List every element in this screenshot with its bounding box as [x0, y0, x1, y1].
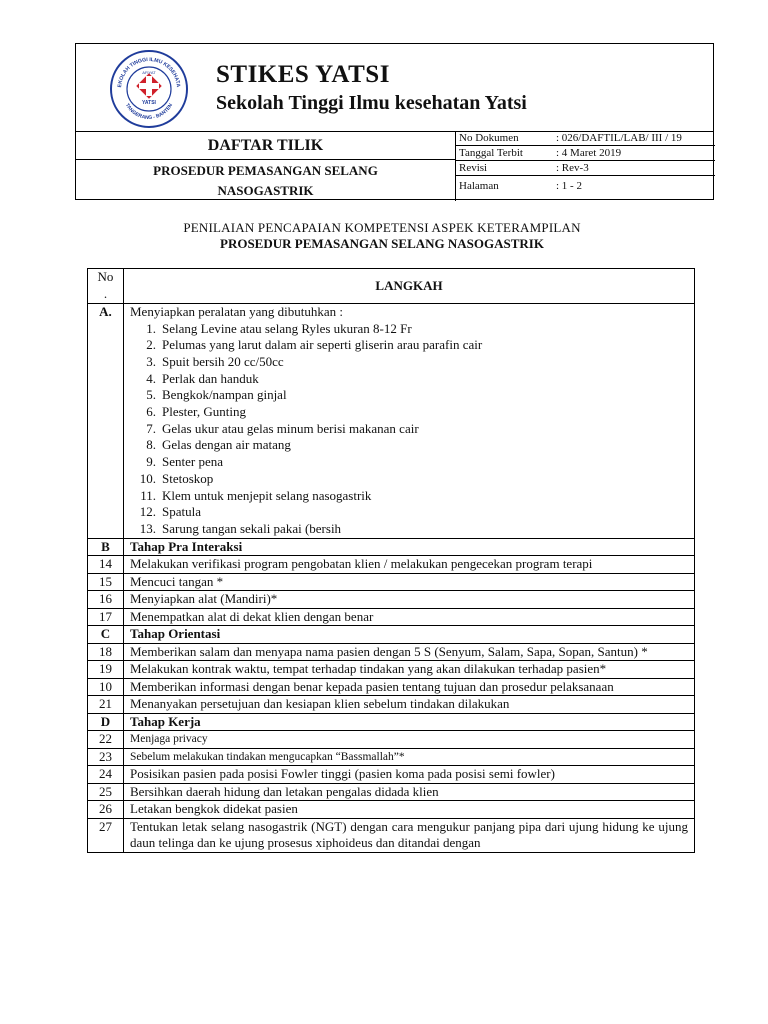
checklist-rows — [88, 538, 695, 852]
row-step: Menempatkan alat di dekat klien dengan benar — [124, 608, 695, 626]
row-number: B — [88, 538, 124, 556]
list-item — [130, 387, 688, 404]
row-number: D — [88, 713, 124, 731]
row-step: Melakukan kontrak waktu, tempat terhadap tindakan yang akan dilakukan terhadap pasien* — [124, 661, 695, 679]
list-item-number: 5. — [146, 387, 156, 403]
procedure-title-line2: NASOGASTRIK — [217, 183, 314, 198]
row-number: C — [88, 626, 124, 644]
table-row — [88, 556, 695, 574]
meta-value: : 4 Maret 2019 — [556, 147, 622, 159]
table-section-row — [88, 538, 695, 556]
document-header — [75, 43, 714, 200]
table-section-row — [88, 626, 695, 644]
row-number: 24 — [88, 766, 124, 784]
table-row — [88, 748, 695, 766]
meta-row-issue-date — [455, 146, 715, 161]
svg-text:SEKOLAH TINGGI ILMU KESEHATAN: EKOLAH TINGGI ILMU KESEHATA — [117, 56, 181, 88]
table-row — [88, 731, 695, 749]
list-item — [130, 404, 688, 421]
list-item-text: Sarung tangan sekali pakai (bersih — [162, 520, 342, 536]
table-section-row — [88, 713, 695, 731]
list-item-number: 1. — [146, 320, 156, 336]
svg-text:AFIYAT: AFIYAT — [142, 70, 156, 75]
row-number: 22 — [88, 731, 124, 749]
list-item-number: 2. — [146, 337, 156, 353]
list-item — [130, 488, 688, 505]
meta-value: : Rev-3 — [556, 162, 589, 174]
meta-key: No Dokumen — [459, 132, 519, 144]
meta-row-doc-number — [455, 131, 715, 146]
row-step — [124, 304, 695, 539]
row-number: 23 — [88, 748, 124, 766]
column-header-no: No . — [88, 269, 124, 304]
list-item — [130, 371, 688, 388]
list-item — [130, 454, 688, 471]
list-item-number: 3. — [146, 353, 156, 369]
list-item-text: Gelas ukur atau gelas minum berisi makanan cair — [162, 420, 419, 436]
list-item — [130, 504, 688, 521]
row-step: Memberikan informasi dengan benar kepada pasien tentang tujuan dan prosedur pelaksanaan — [124, 678, 695, 696]
row-number: A. — [88, 304, 124, 539]
row-step: Sebelum melakukan tindakan mengucapkan “Bassmallah”* — [124, 748, 695, 766]
divider — [76, 159, 455, 160]
list-item-number: 8. — [146, 437, 156, 453]
list-item-number: 11. — [140, 487, 156, 503]
list-item-text: Selang Levine atau selang Ryles ukuran 8-12 Fr — [162, 320, 412, 336]
table-row — [88, 661, 695, 679]
table-row — [88, 783, 695, 801]
list-item-number: 13. — [139, 520, 156, 536]
list-item-text: Perlak dan handuk — [162, 370, 259, 386]
table-row-section-a — [88, 304, 695, 539]
table-row — [88, 591, 695, 609]
procedure-heading: PROSEDUR PEMASANGAN SELANG NASOGASTRIK — [220, 236, 544, 251]
row-step: Tentukan letak selang nasogastrik (NGT) dengan cara mengukur panjang pipa dari ujung hidung ke ujung daun telinga dan ke ujung prosesus xiphoideus dan ditandai dengan — [124, 818, 695, 852]
list-item-number: 6. — [146, 404, 156, 420]
list-item — [130, 521, 688, 538]
table-row — [88, 766, 695, 784]
row-step: Tahap Pra Interaksi — [124, 538, 695, 556]
table-row — [88, 696, 695, 714]
row-step: Menyiapkan alat (Mandiri)* — [124, 591, 695, 609]
table-row — [88, 678, 695, 696]
row-step: Mencuci tangan * — [124, 573, 695, 591]
list-item-number: 4. — [146, 370, 156, 386]
school-name: STIKES YATSI — [216, 61, 390, 88]
header-top — [76, 44, 713, 132]
row-number: 15 — [88, 573, 124, 591]
row-step: Menjaga privacy — [124, 731, 695, 749]
list-item-number: 9. — [146, 454, 156, 470]
row-number: 14 — [88, 556, 124, 574]
list-item-number: 10. — [139, 470, 156, 486]
school-full-name: Sekolah Tinggi Ilmu kesehatan Yatsi — [216, 92, 527, 114]
row-step: Menanyakan persetujuan dan kesiapan klien sebelum tindakan dilakukan — [124, 696, 695, 714]
doc-type-title: DAFTAR TILIK — [207, 137, 324, 154]
list-item-text: Senter pena — [162, 454, 224, 470]
list-item — [130, 337, 688, 354]
row-number: 16 — [88, 591, 124, 609]
procedure-title-line1: PROSEDUR PEMASANGAN SELANG — [153, 163, 378, 178]
list-item-text: Bengkok/nampan ginjal — [162, 387, 287, 403]
list-item-number: 12. — [139, 504, 156, 520]
list-item-text: Spuit bersih 20 cc/50cc — [162, 353, 284, 369]
row-number: 25 — [88, 783, 124, 801]
row-number: 27 — [88, 818, 124, 852]
row-step: Letakan bengkok didekat pasien — [124, 801, 695, 819]
meta-key: Halaman — [459, 180, 499, 192]
list-item — [130, 437, 688, 454]
meta-key: Revisi — [459, 162, 488, 174]
equipment-list — [130, 321, 688, 538]
meta-row-page — [455, 176, 715, 196]
meta-value: : 1 - 2 — [556, 180, 582, 192]
checklist-table — [87, 268, 695, 853]
row-step: Bersihkan daerah hidung dan letakan pengalas didada klien — [124, 783, 695, 801]
table-header-row — [88, 269, 695, 304]
column-header-step: LANGKAH — [124, 269, 695, 304]
list-item — [130, 421, 688, 438]
table-row — [88, 818, 695, 852]
svg-text:YATSI: YATSI — [142, 100, 156, 106]
row-step: Tahap Orientasi — [124, 626, 695, 644]
table-row — [88, 608, 695, 626]
row-number: 17 — [88, 608, 124, 626]
list-item-text: Stetoskop — [162, 470, 214, 486]
meta-key: Tanggal Terbit — [459, 147, 523, 159]
svg-text:TANGERANG - BANTEN: TANGERANG - BANTEN — [123, 102, 175, 122]
row-number: 26 — [88, 801, 124, 819]
row-number: 19 — [88, 661, 124, 679]
meta-value: : 026/DAFTIL/LAB/ III / 19 — [556, 132, 682, 144]
row-step: Tahap Kerja — [124, 713, 695, 731]
list-item — [130, 321, 688, 338]
list-item-text: Plester, Gunting — [162, 404, 246, 420]
table-row — [88, 643, 695, 661]
list-item-text: Klem untuk menjepit selang nasogastrik — [162, 487, 372, 503]
list-item-text: Spatula — [162, 504, 201, 520]
row-step: Melakukan verifikasi program pengobatan klien / melakukan pengecekan program terapi — [124, 556, 695, 574]
meta-row-revision — [455, 161, 715, 176]
list-item-number: 7. — [146, 420, 156, 436]
list-item — [130, 354, 688, 371]
row-number: 10 — [88, 678, 124, 696]
list-item-text: Pelumas yang larut dalam air seperti gliserin arau parafin cair — [162, 337, 483, 353]
stikes-yatsi-logo — [109, 49, 189, 129]
list-item-text: Gelas dengan air matang — [162, 437, 291, 453]
row-number: 21 — [88, 696, 124, 714]
document-meta — [455, 131, 715, 196]
row-step: Posisikan pasien pada posisi Fowler tinggi (pasien koma pada posisi semi fowler) — [124, 766, 695, 784]
list-item — [130, 471, 688, 488]
row-number: 18 — [88, 643, 124, 661]
row-step: Memberikan salam dan menyapa nama pasien dengan 5 S (Senyum, Salam, Sapa, Sopan, Santun) * — [124, 643, 695, 661]
section-a-intro: Menyiapkan peralatan yang dibutuhkan : — [130, 304, 343, 319]
table-row — [88, 573, 695, 591]
assessment-heading: PENILAIAN PENCAPAIAN KOMPETENSI ASPEK KETERAMPILAN — [183, 220, 581, 235]
table-row — [88, 801, 695, 819]
procedure-title — [76, 161, 455, 201]
